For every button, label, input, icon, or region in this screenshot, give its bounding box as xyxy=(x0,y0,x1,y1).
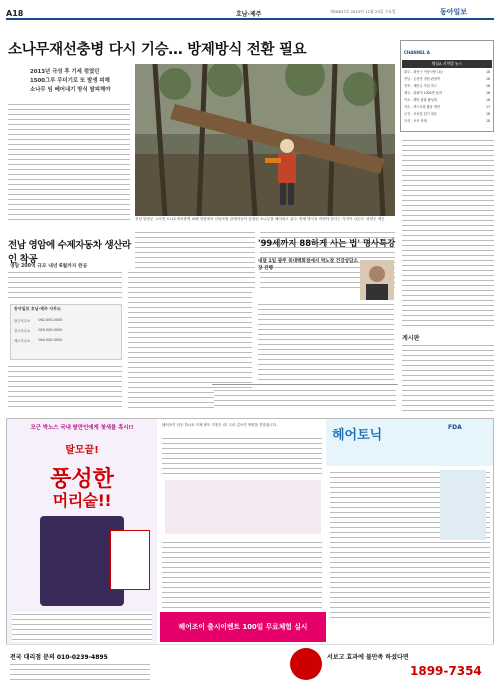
guarantee-badge xyxy=(290,648,322,680)
subhead-line: 1500그루 무더기로 또 발생 피해 xyxy=(30,77,110,84)
lecture-subhead: 내달 1일 광주 북대백화점에서 박노창 건강상담소장 진행 xyxy=(258,259,358,271)
article-body-text xyxy=(8,364,122,410)
ad-center-text: 헤어조이 샴푸 하나로 이제 탈모 걱정은 끝! 두피 깊숙이 영양을 전달합니다. xyxy=(162,423,278,427)
issue-info: 제28637호 2015년 11월 23일 수요일 xyxy=(330,9,396,14)
channel-badge: CHANNEL A xyxy=(404,50,430,55)
ad-event-strip: 헤어조이 출시이벤트 100일 무료체험 실시 xyxy=(160,612,326,642)
article-body-text xyxy=(258,302,394,380)
toc-item[interactable]: 군산 - 조선업 위기 대응 18 xyxy=(404,112,490,116)
board-body-text xyxy=(402,343,494,413)
article-body-text xyxy=(8,102,130,222)
section-name: 호남·제주 xyxy=(236,11,262,18)
contact-row: 제주사무소 064-000-0000 xyxy=(14,338,63,343)
person-photo xyxy=(360,260,394,300)
toc-title: 채널A 지역별 뉴스 xyxy=(402,60,492,68)
article-body-text xyxy=(8,270,122,300)
toc-item[interactable]: 목포 - 해양 관광 활성화 18 xyxy=(404,98,490,102)
order-phone[interactable]: 1899-7354 xyxy=(410,664,482,678)
product-box xyxy=(110,530,150,590)
dealer-phone[interactable]: 전국 대리점 문의 010-0239-4895 xyxy=(10,654,108,661)
main-subhead xyxy=(30,68,125,94)
page-number: A18 xyxy=(6,9,24,18)
main-headline: 소나무재선충병 다시 기승… 방제방식 전환 필요 xyxy=(8,42,307,58)
newspaper-logo: 동아일보 xyxy=(440,8,468,16)
toc-item[interactable]: 전북 - 새만금 사업 속도 18 xyxy=(404,84,490,88)
header-rule xyxy=(6,18,494,20)
forest-cutting-photo xyxy=(135,64,395,216)
ad-text xyxy=(12,612,152,642)
fda-logo: FDA xyxy=(448,424,462,431)
toc-item[interactable]: 익산 - 보석 축제 18 xyxy=(404,119,490,123)
contact-row: 광주사무소 062-000-0000 xyxy=(14,318,63,323)
ad-text xyxy=(162,540,322,608)
article-body-text xyxy=(402,138,494,328)
photo-caption: 전남 담양군 고서면 소나무재선충병 피해 현장에서 산림조합 관계자들이 감염된 소나무를 베어내고 있다. 방제 방식을 바꿔야 한다는 지적이 나온다. 담양군 제공 xyxy=(135,217,385,221)
toc-item[interactable]: 제주 - 관광객 1300만 돌파 18 xyxy=(404,91,490,95)
ad-text xyxy=(10,662,150,682)
ad-footer-title: 서보고 효과에 불만족 하셨다면 xyxy=(327,654,409,661)
ad-text xyxy=(162,436,322,476)
ad-product-image xyxy=(165,480,321,534)
toc-item[interactable]: 여수 - 엑스포장 활용 방안 17 xyxy=(404,105,490,109)
toc-item[interactable]: 전남 - 순천만 정원 관람객 18 xyxy=(404,77,490,81)
article-headline: 전남 영암에 수제자동차 생산라인 착공 xyxy=(8,240,131,265)
subhead-line: 2013년 극성 후 기세 꺾였던 xyxy=(30,69,100,75)
lecture-headline: '99세까지 88하게 사는 법' 명사특강 xyxy=(258,238,396,248)
ad-big-text: 머리숱!! xyxy=(52,491,112,510)
tonic-bottle xyxy=(440,470,486,540)
board-heading: 게시판 xyxy=(402,335,420,342)
toc-item[interactable]: 광주 - 광산구 이웃사랑 나눔 18 xyxy=(404,70,490,74)
contact-title: 동아일보 호남·제주 사무소 xyxy=(14,306,61,311)
contact-row: 전주사무소 063-000-0000 xyxy=(14,328,63,333)
lecture-info-text xyxy=(214,388,396,408)
subhead-line: 소나무 임 베어내기 방식 탈피해야 xyxy=(30,86,111,93)
ad-brand: 헤어토닉 xyxy=(332,428,383,443)
ad-slogan: 탈모끝! xyxy=(65,445,99,456)
article-subhead: 영암 200억 규모 내년 6월까지 완공 xyxy=(10,264,88,269)
ad-tagline: 모근 박노스 국내 탈만인에게 첫새를 흑시!! xyxy=(30,425,134,431)
ad-big-text: 풍성한 xyxy=(50,467,114,492)
